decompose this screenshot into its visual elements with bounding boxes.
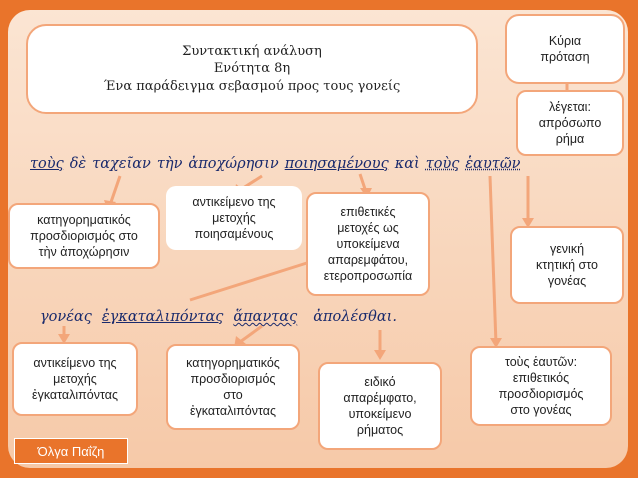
predicative-egkatalipontas-box: κατηγορηματικός προσδιορισμός στο ἐγκαταλιπόντας (166, 344, 300, 430)
author-label: Όλγα Παΐζη (14, 438, 128, 464)
greek-sentence-1 (30, 156, 526, 172)
word-apochoresin: ἀποχώρησιν (188, 156, 279, 172)
verb-impersonal-box: λέγεται: απρόσωπο ρήμα (516, 90, 624, 156)
predicative-apochoresin-box: κατηγορηματικός προσδιορισμός στο τὴν ἀποχώρησιν (8, 203, 160, 269)
title-line-1: Συντακτική ανάλυση (182, 43, 322, 59)
connector-hapantas (240, 326, 262, 342)
word-tous-2: τοὺς (425, 156, 460, 172)
attributive-participles-box: επιθετικές μετοχές ως υποκείμενα απαρεμφάτου, ετεροπροσωπία (306, 192, 430, 296)
word-goneas: γονέας (40, 309, 92, 325)
word-hapantas: ἅπαντας (233, 309, 298, 325)
word-poiesamenous: ποιησαμένους (284, 156, 389, 172)
title-box (26, 24, 478, 114)
object-poiesamenous-box: αντικείμενο της μετοχής ποιησαμένους (166, 186, 302, 250)
word-tous: τοὺς (30, 156, 64, 172)
connector-attr-2 (190, 262, 310, 300)
connector-tous-heauton (490, 176, 496, 344)
word-de: δὲ (69, 156, 87, 172)
genitive-possessive-box: γενική κτητική στο γονέας (510, 226, 624, 304)
special-infinitive-box: ειδικό απαρέμφατο, υποκείμενο ρήματος (318, 362, 442, 450)
word-heauton: ἑαυτῶν (465, 156, 521, 172)
object-egkatalipontas-box: αντικείμενο της μετοχής ἐγκαταλιπόντας (12, 342, 138, 416)
word-egkatalipontas: ἐγκαταλιπόντας (101, 309, 224, 325)
greek-sentence-2 (40, 309, 403, 325)
word-ten: τὴν (156, 156, 183, 172)
connector-apochoresin (110, 176, 120, 205)
word-tacheian: ταχεῖαν (92, 156, 151, 172)
tous-heauton-box: τοὺς ἑαυτῶν: επιθετικός προσδιορισμός στο γονέας (470, 346, 612, 426)
word-kai: καὶ (394, 156, 420, 172)
word-apolesthai: ἀπολέσθαι. (313, 309, 397, 325)
main-clause-box: Κύρια πρόταση (505, 14, 625, 84)
title-line-3: Ένα παράδειγμα σεβασμού προς τους γονείς (103, 78, 401, 94)
arrowhead-apolesthai (374, 350, 386, 360)
title-line-2: Ενότητα 8η (213, 61, 291, 77)
